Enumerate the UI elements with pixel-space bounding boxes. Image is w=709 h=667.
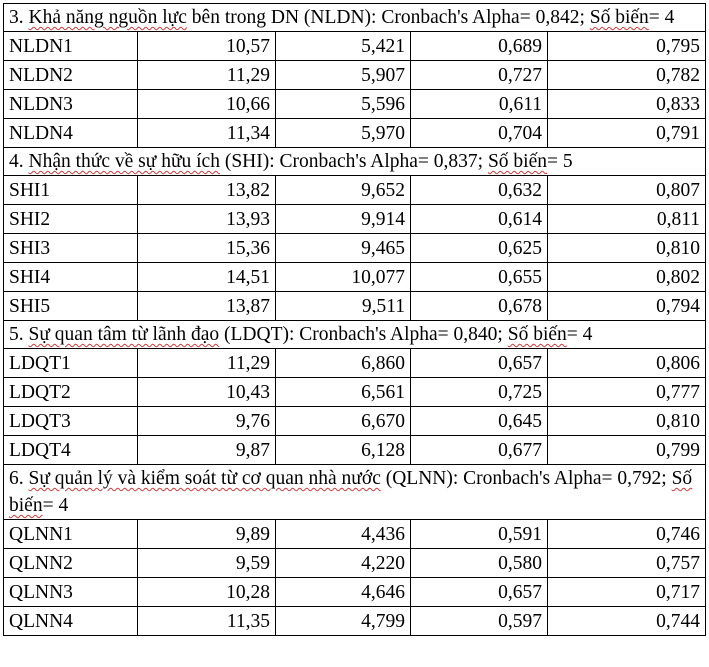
value-cell: 5,907	[276, 61, 411, 90]
variable-name-cell: QLNN3	[4, 578, 138, 607]
value-cell: 0,704	[411, 119, 548, 148]
table-row	[4, 205, 706, 234]
section-heading-part: Sự quan tâm từ lãnh đạo	[28, 324, 220, 345]
value-cell: 0,727	[411, 61, 548, 90]
value-cell: 9,87	[138, 436, 276, 465]
section-heading-row	[4, 321, 706, 349]
variable-name-cell: LDQT1	[4, 349, 138, 378]
value-cell: 10,57	[138, 32, 276, 61]
value-cell: 10,077	[276, 263, 411, 292]
section-heading	[4, 148, 706, 176]
section-heading-part: (QLNN): Cronbach's Alpha= 0,792;	[380, 468, 672, 489]
table-row	[4, 61, 706, 90]
table-row	[4, 407, 706, 436]
table-row	[4, 349, 706, 378]
cronbach-alpha-table	[3, 3, 706, 636]
value-cell: 0,802	[548, 263, 706, 292]
section-heading-part: = 4	[566, 324, 593, 345]
value-cell: 0,717	[548, 578, 706, 607]
value-cell: 0,746	[548, 520, 706, 549]
value-cell: 15,36	[138, 234, 276, 263]
value-cell: 11,29	[138, 61, 276, 90]
variable-name-cell: SHI3	[4, 234, 138, 263]
value-cell: 6,561	[276, 378, 411, 407]
value-cell: 9,59	[138, 549, 276, 578]
section-heading-part: 6.	[9, 468, 29, 489]
value-cell: 9,914	[276, 205, 411, 234]
section-heading	[4, 321, 706, 349]
variable-name-cell: LDQT4	[4, 436, 138, 465]
variable-name-cell: QLNN1	[4, 520, 138, 549]
value-cell: 0,795	[548, 32, 706, 61]
section-heading-part: (LDQT): Cronbach's Alpha= 0,840;	[219, 324, 508, 345]
value-cell: 10,43	[138, 378, 276, 407]
value-cell: 11,35	[138, 607, 276, 636]
value-cell: 6,128	[276, 436, 411, 465]
value-cell: 0,810	[548, 234, 706, 263]
section-heading-part: Số biến	[507, 324, 567, 345]
value-cell: 4,799	[276, 607, 411, 636]
value-cell: 9,511	[276, 292, 411, 321]
variable-name-cell: QLNN2	[4, 549, 138, 578]
value-cell: 0,632	[411, 176, 548, 205]
value-cell: 6,670	[276, 407, 411, 436]
section-heading-part: 3.	[9, 7, 29, 28]
table-row	[4, 292, 706, 321]
variable-name-cell: NLDN1	[4, 32, 138, 61]
table-row	[4, 520, 706, 549]
value-cell: 0,744	[548, 607, 706, 636]
variable-name-cell: SHI4	[4, 263, 138, 292]
variable-name-cell: SHI5	[4, 292, 138, 321]
value-cell: 0,677	[411, 436, 548, 465]
value-cell: 0,799	[548, 436, 706, 465]
value-cell: 0,580	[411, 549, 548, 578]
value-cell: 6,860	[276, 349, 411, 378]
table-row	[4, 119, 706, 148]
value-cell: 11,29	[138, 349, 276, 378]
section-heading-part: = 5	[547, 151, 573, 172]
variable-name-cell: SHI1	[4, 176, 138, 205]
value-cell: 0,689	[411, 32, 548, 61]
value-cell: 13,82	[138, 176, 276, 205]
table-row	[4, 607, 706, 636]
table-row	[4, 578, 706, 607]
value-cell: 13,87	[138, 292, 276, 321]
section-heading-part: bên trong DN (NLDN): Cronbach's Alpha= 0,842;	[186, 7, 590, 28]
value-cell: 0,791	[548, 119, 706, 148]
section-heading-part: (SHI): Cronbach's Alpha= 0,837;	[219, 151, 488, 172]
table-row	[4, 263, 706, 292]
value-cell: 9,652	[276, 176, 411, 205]
section-heading-part: 5.	[9, 324, 29, 345]
value-cell: 0,725	[411, 378, 548, 407]
variable-name-cell: NLDN4	[4, 119, 138, 148]
variable-name-cell: QLNN4	[4, 607, 138, 636]
section-heading-part: 4.	[9, 151, 29, 172]
value-cell: 0,614	[411, 205, 548, 234]
value-cell: 4,436	[276, 520, 411, 549]
value-cell: 13,93	[138, 205, 276, 234]
value-cell: 14,51	[138, 263, 276, 292]
value-cell: 0,806	[548, 349, 706, 378]
value-cell: 0,611	[411, 90, 548, 119]
value-cell: 0,777	[548, 378, 706, 407]
value-cell: 0,811	[548, 205, 706, 234]
table-row	[4, 378, 706, 407]
value-cell: 0,810	[548, 407, 706, 436]
value-cell: 0,794	[548, 292, 706, 321]
value-cell: 4,646	[276, 578, 411, 607]
table-row	[4, 436, 706, 465]
value-cell: 0,657	[411, 349, 548, 378]
section-heading	[4, 4, 706, 32]
value-cell: 0,655	[411, 263, 548, 292]
value-cell: 0,657	[411, 578, 548, 607]
variable-name-cell: NLDN2	[4, 61, 138, 90]
value-cell: 10,28	[138, 578, 276, 607]
value-cell: 0,678	[411, 292, 548, 321]
value-cell: 5,970	[276, 119, 411, 148]
section-heading-row	[4, 148, 706, 176]
section-heading-part: = 4	[42, 495, 69, 516]
table-row	[4, 90, 706, 119]
variable-name-cell: LDQT2	[4, 378, 138, 407]
variable-name-cell: LDQT3	[4, 407, 138, 436]
section-heading-part: Số biến	[487, 151, 547, 172]
value-cell: 0,807	[548, 176, 706, 205]
value-cell: 5,596	[276, 90, 411, 119]
value-cell: 4,220	[276, 549, 411, 578]
value-cell: 5,421	[276, 32, 411, 61]
value-cell: 9,89	[138, 520, 276, 549]
value-cell: 0,645	[411, 407, 548, 436]
section-heading	[4, 465, 706, 520]
table-row	[4, 176, 706, 205]
table-row	[4, 549, 706, 578]
value-cell: 0,597	[411, 607, 548, 636]
table-row	[4, 234, 706, 263]
table-body	[4, 4, 706, 636]
value-cell: 11,34	[138, 119, 276, 148]
value-cell: 0,625	[411, 234, 548, 263]
value-cell: 0,591	[411, 520, 548, 549]
section-heading-part: Số biến	[9, 468, 693, 516]
value-cell: 0,757	[548, 549, 706, 578]
value-cell: 0,782	[548, 61, 706, 90]
variable-name-cell: NLDN3	[4, 90, 138, 119]
variable-name-cell: SHI2	[4, 205, 138, 234]
table-row	[4, 32, 706, 61]
section-heading-part: Sự quản lý và kiểm soát từ cơ quan nhà nước	[28, 468, 381, 489]
section-heading-row	[4, 465, 706, 520]
value-cell: 9,76	[138, 407, 276, 436]
section-heading-part: Nhận thức về sự hữu ích	[28, 151, 220, 172]
value-cell: 10,66	[138, 90, 276, 119]
section-heading-part: Khả năng nguồn lực	[28, 7, 187, 28]
value-cell: 9,465	[276, 234, 411, 263]
section-heading-part: = 4	[648, 7, 675, 28]
section-heading-row	[4, 4, 706, 32]
section-heading-part: Số biến	[589, 7, 649, 28]
value-cell: 0,833	[548, 90, 706, 119]
